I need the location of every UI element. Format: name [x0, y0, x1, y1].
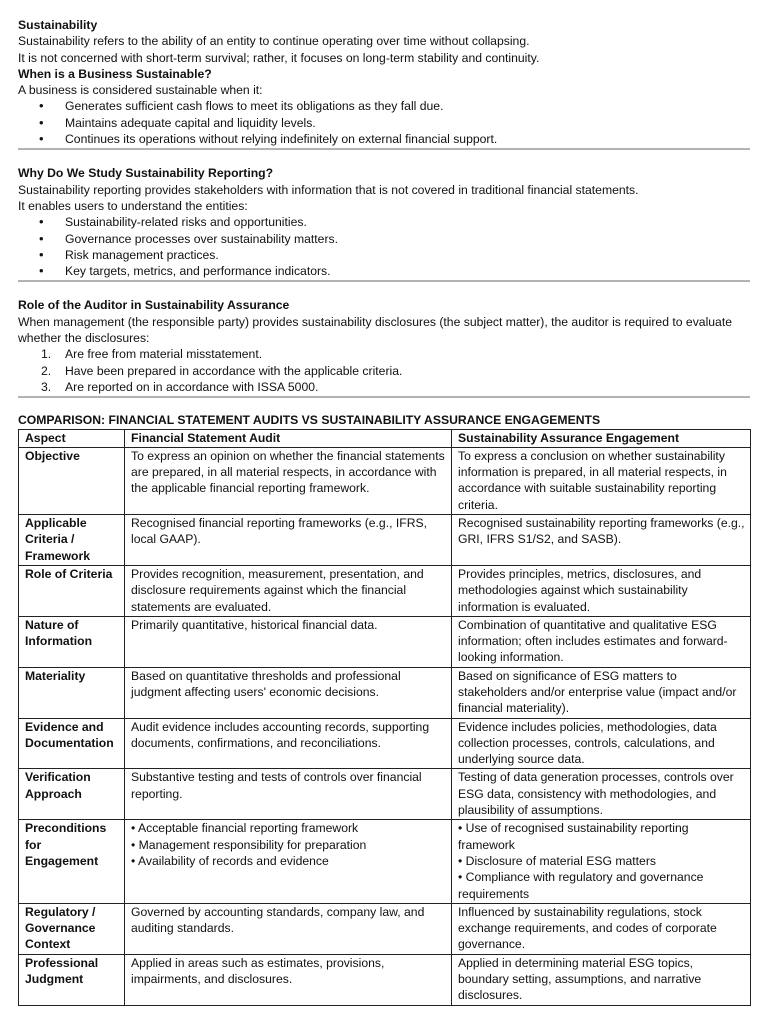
- table-row: [19, 820, 751, 903]
- list-number: 1.: [41, 347, 52, 362]
- column-header: Financial Statement Audit: [125, 429, 452, 447]
- fsa-cell: Substantive testing and tests of controls over financial reporting.: [125, 769, 452, 820]
- table-row: [19, 515, 751, 566]
- table-row: [19, 954, 751, 1005]
- fsa-cell: [125, 820, 452, 903]
- section-title-auditor-role: Role of the Auditor in Sustainability Assurance: [18, 298, 290, 313]
- list-number: 3.: [41, 379, 52, 394]
- cell-bullet: • Compliance with regulatory and governance requirements: [458, 870, 704, 901]
- section-title-why-study: Why Do We Study Sustainability Reporting?: [18, 166, 274, 181]
- subsection-title: When is a Business Sustainable?: [18, 66, 212, 81]
- bullet-list: [18, 214, 750, 279]
- numbered-list: [18, 346, 750, 395]
- cell-bullet: • Disclosure of material ESG matters: [458, 853, 656, 868]
- table-row: [19, 718, 751, 769]
- paragraph: A business is considered sustainable when it:: [18, 83, 263, 98]
- aspect-cell: Nature of Information: [19, 616, 125, 667]
- sae-cell: Recognised sustainability reporting frameworks (e.g., GRI, IFRS S1/S2, and SASB).: [452, 515, 751, 566]
- list-item: • Continues its operations without relying indefinitely on external financial support.: [18, 131, 750, 147]
- list-item: • Sustainability-related risks and opportunities.: [18, 214, 750, 230]
- bullet-list: [18, 98, 750, 147]
- paragraph: It is not concerned with short-term survival; rather, it focuses on long-term stability and continuity.: [18, 50, 540, 65]
- sae-cell: Provides principles, metrics, disclosures, and methodologies against which sustainability information is evaluated.: [452, 565, 751, 616]
- cell-bullet: • Acceptable financial reporting framework: [131, 821, 359, 836]
- aspect-cell: Professional Judgment: [19, 954, 125, 1005]
- aspect-cell: Evidence and Documentation: [19, 718, 125, 769]
- fsa-cell: Recognised financial reporting frameworks (e.g., IFRS, local GAAP).: [125, 515, 452, 566]
- table-header-row: [19, 429, 751, 447]
- fsa-cell: Provides recognition, measurement, presentation, and disclosure requirements against which the financial statements are evaluated.: [125, 565, 452, 616]
- list-item: • Maintains adequate capital and liquidity levels.: [18, 115, 750, 131]
- column-header: Sustainability Assurance Engagement: [452, 429, 751, 447]
- list-item-text: Have been prepared in accordance with the applicable criteria.: [65, 363, 403, 378]
- sae-cell: To express a conclusion on whether sustainability information is prepared, in all material respects, in accordance with suitable sustainability reporting criteria.: [452, 447, 751, 514]
- aspect-cell: Applicable Criteria / Framework: [19, 515, 125, 566]
- aspect-cell: Regulatory / Governance Context: [19, 903, 125, 954]
- column-header: Aspect: [19, 429, 125, 447]
- list-item: [18, 346, 750, 362]
- table-row: [19, 447, 751, 514]
- aspect-cell: Objective: [19, 447, 125, 514]
- list-number: 2.: [41, 363, 52, 378]
- table-row: [19, 667, 751, 718]
- sae-cell: [452, 820, 751, 903]
- aspect-cell: Materiality: [19, 667, 125, 718]
- table-row: [19, 769, 751, 820]
- sae-cell: Influenced by sustainability regulations, stock exchange requirements, and codes of corporate governance.: [452, 903, 751, 954]
- paragraph: Sustainability refers to the ability of an entity to continue operating over time without collapsing.: [18, 34, 530, 49]
- sae-cell: Testing of data generation processes, controls over ESG data, consistency with methodologies, and plausibility of assumptions.: [452, 769, 751, 820]
- paragraph: Sustainability reporting provides stakeholders with information that is not covered in traditional financial statements.: [18, 182, 639, 197]
- list-item-text: Are free from material misstatement.: [65, 347, 263, 362]
- list-item: • Generates sufficient cash flows to meet its obligations as they fall due.: [18, 98, 750, 114]
- fsa-cell: To express an opinion on whether the financial statements are prepared, in all material respects, in accordance with the applicable financial reporting framework.: [125, 447, 452, 514]
- comparison-table: [18, 429, 751, 1006]
- comparison-title: COMPARISON: FINANCIAL STATEMENT AUDITS VS SUSTAINABILITY ASSURANCE ENGAGEMENTS: [18, 413, 601, 428]
- list-item-text: Are reported on in accordance with ISSA 5000.: [65, 379, 319, 394]
- fsa-cell: Primarily quantitative, historical financial data.: [125, 616, 452, 667]
- sae-cell: Based on significance of ESG matters to stakeholders and/or enterprise value (impact and/or financial materiality).: [452, 667, 751, 718]
- paragraph: It enables users to understand the entities:: [18, 198, 248, 213]
- sae-cell: Evidence includes policies, methodologies, data collection processes, controls, calculations, and underlying source data.: [452, 718, 751, 769]
- aspect-cell: Role of Criteria: [19, 565, 125, 616]
- document-page: [18, 17, 750, 1006]
- cell-bullet: • Management responsibility for preparation: [131, 837, 367, 852]
- list-item: [18, 363, 750, 379]
- fsa-cell: Audit evidence includes accounting records, supporting documents, confirmations, and reconciliations.: [125, 718, 452, 769]
- sae-cell: Applied in determining material ESG topics, boundary setting, assumptions, and narrative disclosures.: [452, 954, 751, 1005]
- table-row: [19, 565, 751, 616]
- list-item: • Risk management practices.: [18, 247, 750, 263]
- sae-cell: Combination of quantitative and qualitative ESG information; often includes estimates and forward-looking information.: [452, 616, 751, 667]
- list-item: • Key targets, metrics, and performance indicators.: [18, 263, 750, 279]
- fsa-cell: Based on quantitative thresholds and professional judgment affecting users' economic decisions.: [125, 667, 452, 718]
- section-title-sustainability: Sustainability: [18, 18, 98, 32]
- list-item: • Governance processes over sustainability matters.: [18, 231, 750, 247]
- cell-bullet: • Use of recognised sustainability reporting framework: [458, 821, 689, 852]
- fsa-cell: Applied in areas such as estimates, provisions, impairments, and disclosures.: [125, 954, 452, 1005]
- paragraph: When management (the responsible party) provides sustainability disclosures (the subject matter), the auditor is required to evaluate whether the disclosures:: [18, 314, 733, 346]
- aspect-cell: Verification Approach: [19, 769, 125, 820]
- aspect-cell: Preconditions for Engagement: [19, 820, 125, 903]
- table-row: [19, 616, 751, 667]
- cell-bullet: • Availability of records and evidence: [131, 853, 329, 868]
- fsa-cell: Governed by accounting standards, company law, and auditing standards.: [125, 903, 452, 954]
- table-row: [19, 903, 751, 954]
- list-item: [18, 379, 750, 395]
